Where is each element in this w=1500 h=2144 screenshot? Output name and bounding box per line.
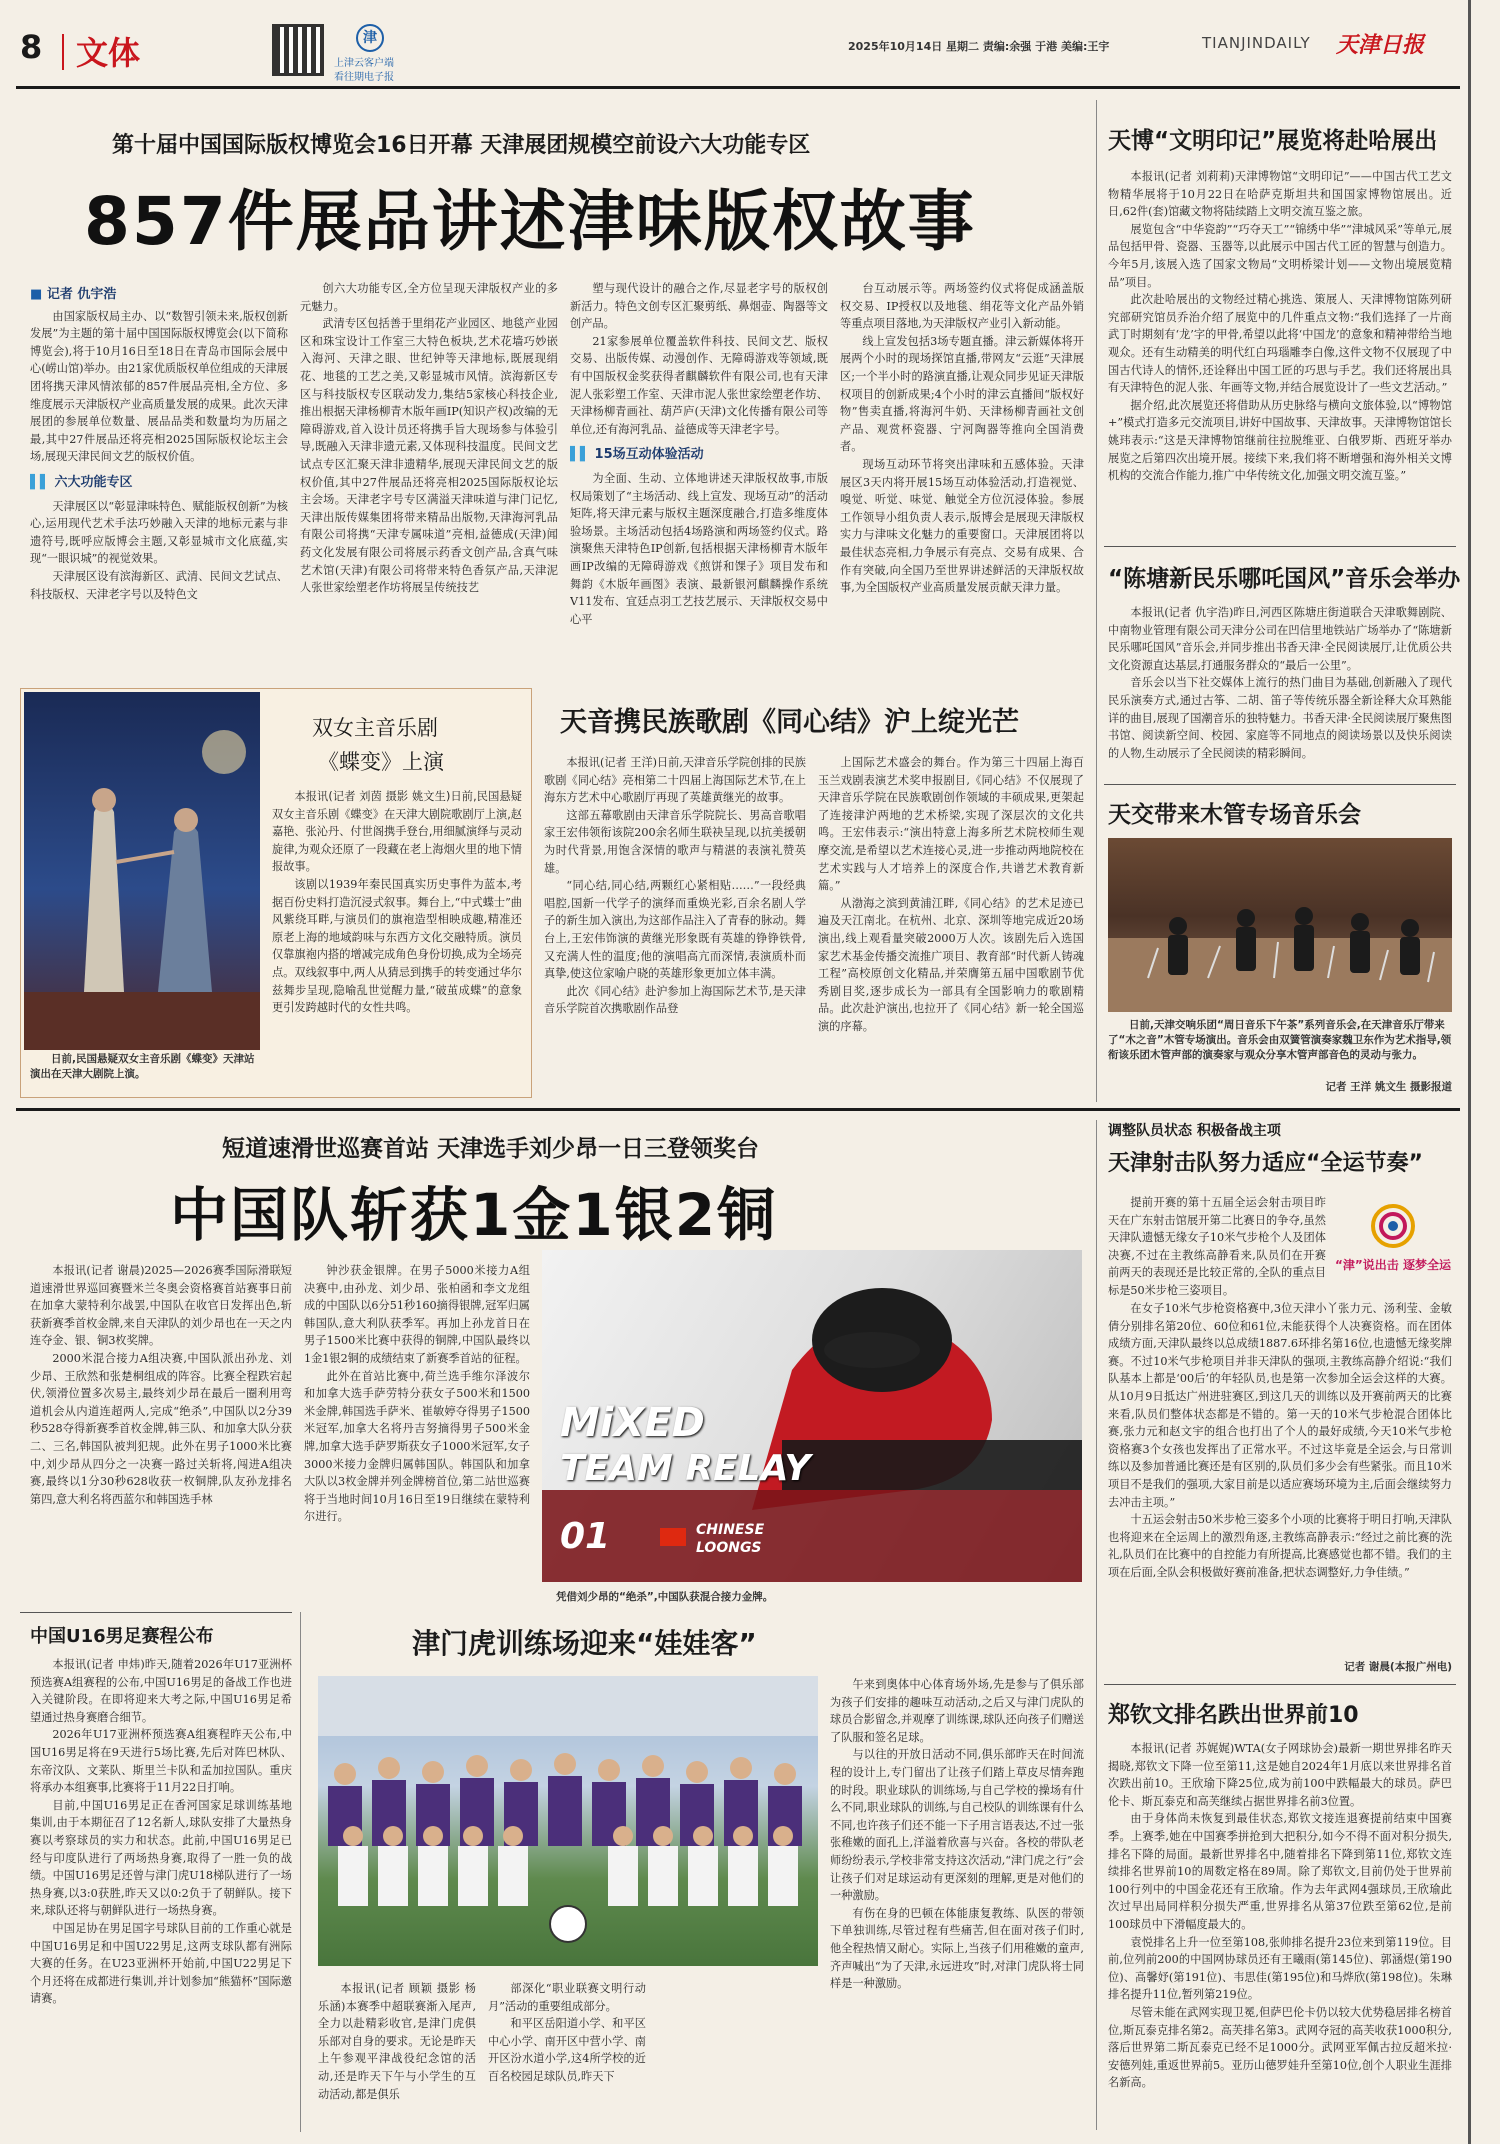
article-para: 由于身体尚未恢复到最佳状态,郑钦文接连退赛提前结束中国赛季。上赛季,她在中国赛季拼抢到大把积分,如今不得不面对积分损失,排名下降的局面。最新世界排名中,随着排名下降到第11位,郑钦文连续排名世界前10的周数定格在89周。除了郑钦文,目前仍处于世界前100行列中的中国金花还有王欣瑜。作为去年武网4强球员,王欣瑜此次过早出局同样积分损失严重,世界排名从第37位跌至第62位,是前100球员中下滑幅度最大的。 [1108, 1812, 1452, 1931]
page-number: 8 [20, 28, 43, 66]
paper-name-cn: 天津日报 [1336, 32, 1425, 58]
opera-caption: 日前,民国悬疑双女主音乐剧《蝶变》天津站演出在天津大剧院上演。 [30, 1053, 255, 1080]
right-story-3-title: 天交带来木管专场音乐会 [1108, 802, 1361, 828]
lead-para: 21家参展单位覆盖软件科技、民间文艺、版权交易、出版传媒、动漫创作、无障碍游戏等领域,既有中国版权金奖获得者麒麟软件有限公司,也有天津泥人张彩塑工作室、天津市泥人张世家绘塑老作坊、天津杨柳青画社、葫芦庐(天津)文化传播有限公司等单位,还有海河乳品、益德成等天津老字号。 [570, 334, 828, 436]
banner-team-2: LOONGS [696, 1540, 762, 1556]
orchestra-photo [1108, 838, 1452, 1012]
tennis-body [1108, 1740, 1452, 2136]
app-logo-icon: 津 [356, 24, 384, 52]
article-para: 本报讯(记者 顾颖 摄影 杨乐涵)本赛季中超联赛渐入尾声,全力以赴精彩收官,是津门虎俱乐部对自身的要求。无论是昨天上午参观平津战役纪念馆的活动,还是昨天下午与小学生的互动活动,都是俱乐 [318, 1982, 476, 2101]
lead-para: 线上宣发包括3场专题直播。津云新媒体将开展两个小时的现场探馆直播,带网友“云逛”天津展区;一个半小时的路演直播,让观众同步见证天津版权项目的创新成果;4个小时的津云直播间“版权好物”售卖直播,将海河牛奶、天津杨柳青画社文创产品、观赏杯瓷器、宁河陶器等推向全国消费者。 [840, 334, 1084, 454]
article-para: 2026年U17亚洲杯预选赛A组赛程昨天公布,中国U16男足将在9天进行5场比赛,先后对阵巴林队、东帝汶队、文莱队、斯里兰卡队和孟加拉国队。重庆将承办本组赛事,比赛将于11月22日打响。 [30, 1728, 292, 1795]
sports-subtitle: 短道速滑世巡赛首站 天津选手刘少昂一日三登领奖台 [222, 1136, 760, 1162]
games-logo-icon [1334, 1194, 1452, 1252]
banner-number: 01 [560, 1516, 611, 1557]
lead-para: 为全面、生动、立体地讲述天津版权故事,市版权局策划了“主场活动、线上宣发、现场互动”的活动矩阵,将天津元素与版权主题深度融合,打造多维度体验场景。主场活动包括4场路演和两场签约仪式。路演聚焦天津特色IP创新,包括根据天津杨柳青木版年画IP改编的无障碍游戏《煎饼和馃子》项目发布和舞韵《木版年画图》表演、最新银河麒麟操作系统V11发布、宜廷点羽工艺技艺展示、天津版权交易中心平 [570, 471, 828, 626]
rule [1104, 784, 1456, 785]
app-line1: 上津云客户端 [334, 58, 394, 69]
skater-caption: 凭借刘少昂的“绝杀”,中国队获混合接力金牌。 [556, 1591, 774, 1603]
games-badge-text: “津”说出击 逐梦全运 [1335, 1258, 1451, 1272]
article-para: 本报讯(记者 刘莉莉)天津博物馆“文明印记”——中国古代工艺文物精华展将于10月22日在哈萨克斯坦共和国国家博物馆展出。近日,62件(套)馆藏文物将陆续踏上文明交流互鉴之旅。 [1108, 170, 1452, 219]
article-para: 本报讯(记者 王洋)日前,天津音乐学院创排的民族歌剧《同心结》亮相第二十四届上海国际艺术节,在上海东方艺术中心歌剧厅再现了英雄黄继光的故事。 [544, 756, 806, 805]
article-para: 本报讯(记者 苏娓娓)WTA(女子网球协会)最新一期世界排名昨天揭晓,郑钦文下降一位至第11,这是她自2024年1月底以来世界排名首次跌出前10。王欣瑜下降25位,成为前100中跌幅最大的球员。萨巴伦卡、斯瓦泰克和高芙继续占据世界排名前3位置。 [1108, 1742, 1452, 1808]
lead-section-head-1: ▌▌ 六大功能专区 [30, 474, 288, 492]
u16-body [30, 1656, 292, 2136]
musicians-illustration [1108, 838, 1452, 1012]
lead-para: 天津展区设有滨海新区、武清、民间文艺试点、科技版权、天津老字号以及特色文 [30, 569, 288, 601]
team-photo [318, 1676, 818, 1966]
lead-para: 现场互动环节将突出津味和五感体验。天津展区3天内将开展15场互动体验活动,打造视觉、嗅觉、听觉、味觉、触觉全方位沉浸体验。参展工作领导小组负责人表示,版博会是展现天津版权实力与津味文化魅力的重要窗口。天津展团将以最佳状态亮相,力争展示有亮点、交易有成果、合作有突破,向全国乃至世界讲述鲜活的天津版权故事,为全国版权产业高质量发展贡献天津力量。 [840, 457, 1084, 595]
article-para: 目前,中国U16男足正在香河国家足球训练基地集训,由于本期征召了12名新人,球队安排了大量热身赛以考察球员的实力和状态。此前,中国U16男足已经与印度队进行了两场热身赛,取得了一胜一负的战绩。中国U16男足还曾与津门虎U18梯队进行了一场热身赛,以3:0获胜,昨天又以0:2负于了朝鲜队。接下来,球队还将与朝鲜队进行一场热身赛。 [30, 1798, 292, 1918]
section-rule [16, 1108, 1460, 1111]
article-para: 与以往的开放日活动不同,俱乐部昨天在时间流程的设计上,专门留出了让孩子们踏上草皮尽情奔跑的时段。职业球队的训练场,与自己学校的操场有什么不同,职业球队的训练,与自己校队的训练课有什么不同,也许孩子们还不能一下子用言语表达,不过一张张稚嫩的面孔上,洋溢着欣喜与兴奋。各校的带队老师纷纷表示,学校非常支持这次活动,“津门虎之行”会让孩子们对足球运动有更深刻的理解,更是对他们的一种激励。 [830, 1748, 1084, 1903]
banner-team-1: CHINESE [696, 1522, 765, 1538]
article-para: 音乐会以当下社交媒体上流行的热门曲目为基础,创新融入了现代民乐演奏方式,通过古筝、二胡、笛子等传统乐器全新诠释大众耳熟能详的曲目,展现了国潮音乐的独特魅力。书香天津·全民阅读展厅聚焦图书馆、阅读新空间、校园、家庭等不同地点的阅读场景以及快乐阅读的人物,生动展示了全民阅读的精彩瞬间。 [1108, 676, 1452, 760]
music-col-2 [818, 754, 1084, 1094]
lead-col-3 [570, 280, 828, 676]
opera-body [272, 788, 522, 1090]
lead-section-head-2: ▌▌ 15场互动体验活动 [570, 446, 828, 464]
tigers-col-2 [488, 1980, 646, 2136]
section-name: 文体 [76, 34, 141, 72]
column-divider [300, 1612, 301, 2132]
orchestra-credit: 记者 王洋 姚文生 摄影报道 [1325, 1081, 1452, 1093]
article-para: 部深化“职业联赛文明行动月”活动的重要组成部分。 [488, 1982, 646, 2013]
article-para: 本报讯(记者 谢晨)2025—2026赛季国际滑联短道速滑世界巡回赛暨米兰冬奥会资格赛首站赛事日前在加拿大蒙特利尔战罢,中国队在收官日发挥出色,斩获新赛季首枚金牌,来自天津队的刘少昂也在一天之内连夺金、银、铜3枚奖牌。 [30, 1264, 292, 1348]
column-divider [1096, 100, 1097, 1102]
sports-title: 中国队斩获1金1银2铜 [170, 1181, 778, 1249]
masthead-rule [16, 86, 1460, 89]
lead-para: 塑与现代设计的融合之作,尽显老字号的版权创新活力。特色文创专区汇聚剪纸、鼻烟壶、陶器等文创产品。 [570, 282, 828, 331]
music-title: 天音携民族歌剧《同心结》沪上绽光芒 [560, 707, 1019, 738]
app-line2: 看往期电子报 [334, 72, 394, 83]
article-para: 有伤在身的巴顿在体能康复教练、队医的带领下单独训练,尽管过程有些痛苦,但在面对孩子们时,他全程热情又耐心。实际上,当孩子们用稚嫩的童声,齐声喊出“为了天津,永远进攻”时,对津门虎队将士同样是一种激励。 [830, 1906, 1084, 1991]
stage-illustration [24, 692, 260, 1050]
article-para: 2000米混合接力A组决赛,中国队派出孙龙、刘少昂、王欣然和张楚桐组成的阵容。比赛全程跌宕起伏,领滑位置多次易主,最终刘少昂在最后一圈利用弯道机会从内道连超两人,完成“绝杀”,中国队以2分39秒528夺得新赛季首枚金牌,韩三队、和加拿大队分获二、三名,韩国队被判犯规。此外在男子1000米比赛中,刘少昂从四分之一决赛一路过关斩将,闯进A组决赛,最终以1分30秒628收获一枚铜牌,队友孙龙排名第四,意大利名将西蓝尔和韩国选手林 [30, 1351, 292, 1506]
orchestra-caption: 日前,天津交响乐团“周日音乐下午茶”系列音乐会,在天津音乐厅带来了“木之音”木管专场演出。音乐会由双簧管演奏家魏卫东作为艺术指导,领衔该乐团木管声部的演奏家与观众分享木管声部音色的灵动与张力。 [1108, 1019, 1452, 1061]
rule [20, 1612, 292, 1613]
lead-para: 台互动展示等。两场签约仪式将促成涵盖版权交易、IP授权以及地毯、绢花等文化产品外销等重点项目落地,为天津版权产业引入新动能。 [840, 282, 1084, 331]
shooting-body-1 [1108, 1194, 1326, 1298]
article-para: 十五运会射击50米步枪三姿多个小项的比赛将于明日打响,天津队也将迎来在全运周上的激烈角逐,主教练高静表示:“经过之前比赛的洗礼,队员们在比赛中的自控能力有所提高,比赛感觉也都不错。我们的主项在后面,全队会积极做好赛前准备,把状态调整好,力争佳绩。” [1108, 1513, 1452, 1579]
right-story-2-body [1108, 604, 1452, 780]
opera-title-2: 《蝶变》上演 [318, 750, 444, 774]
article-para: 袁悦排名上升一位至第108,张帅排名提升23位来到第119位。目前,位列前200的中国网协球员还有王曦雨(第145位)、郭涵煜(第190位)、高馨妤(第191位)、韦思佳(第195位)和马烨欣(第198位)。朱琳排名提升11位,暂列第219位。 [1108, 1935, 1452, 2002]
rule [1104, 1684, 1456, 1685]
shooting-title: 天津射击队努力适应“全运节奏” [1108, 1151, 1423, 1176]
lead-para: 武清专区包括善于里绢花产业园区、地毯产业园区和珠宝设计工作室三大特色板块,艺术花墙巧妙嵌入海河、天津之眼、世纪钟等天津地标,既展现绢花、地毯的工艺之美,又彰显城市风情。滨海新区专区与科技版权专区联动发力,集结5家核心科技企业,推出根据天津杨柳青木版年画IP(知识产权)改编的无障碍游戏,首入设计员还将携手旨大现场参与体验引导,既融入天津非遗元素,又体现科技温度。民间文艺试点专区汇聚天津非遗精华,展现天津民间文艺的版权价值,其中27件展品还将亮相2025国际版权论坛主会场。天津老字号专区满溢天津味道与津门记忆,天津出版传媒集团将带来精品出版物,天津海河乳品有限公司将携“天津专属味道”亮相,益德成(天津)闻药文化发展有限公司将展示药香文创产品,含真气味艺术馆(天津)有限公司将带来特色香氛产品,天津泥人张世家绘塑老作坊将展呈传统技艺 [300, 317, 558, 595]
lead-byline: ■ 记者 仇宇浩 [30, 286, 288, 304]
games-badge [1334, 1194, 1452, 1286]
opera-title-1: 双女主音乐剧 [312, 716, 438, 740]
divider [62, 34, 64, 70]
rule [1104, 546, 1456, 547]
article-para: 该剧以1939年秦民国真实历史事件为蓝本,考据百份史料打造沉浸式叙事。舞台上,“中式蝶士”曲风紫绕耳畔,与演员们的旗袍造型相映成趣,精准还原老上海的地域韵味与东西方文化交融特质。演员仅靠旗袍内搭的增减完成角色身份切换,成为全场亮点。双线叙事中,两人从猜忌到携手的转变通过华尔兹舞步呈现,隐喻乱世觉醒力量,“破茧成蝶”的意象更引发跨越时代的女性共鸣。 [272, 877, 522, 1015]
shooting-body-2 [1108, 1300, 1452, 1654]
article-para: 尽管未能在武网实现卫冕,但萨巴伦卡仍以较大优势稳居排名榜首位,斯瓦泰克排名第2。高芙排名第3。武网夺冠的高芙收获1000积分,落后世界第二斯瓦泰克已经不足1000分。武网亚军佩古拉反超米拉·安德列娃,重返世界前5。亚历山德罗娃升至第10位,创个人职业生涯排名新高。 [1108, 2005, 1452, 2090]
right-story-1-title: 天博“文明印记”展览将赴哈展出 [1108, 128, 1438, 154]
article-para: 中国足协在男足国字号球队目前的工作重心就是中国U16男足和中国U22男足,这两支球队都有洲际大赛的任务。在U23亚洲杯开始前,中国U22男足下个月还将在成都进行集训,并计划参加“熊猫杯”国际邀请赛。 [30, 1921, 292, 2006]
skater-photo [542, 1250, 1082, 1582]
article-para: 钟沙获金银牌。在男子5000米接力A组决赛中,由孙龙、刘少昂、张柏函和李文龙组成的中国队以6分51秒160摘得银牌,冠军归属韩国队,意大利队获季军。再加上孙龙首日在男子1500米比赛中获得的铜牌,中国队最终以1金1银2铜的成绩结束了新赛季首站的征程。 [304, 1264, 530, 1365]
lead-subtitle: 第十届中国国际版权博览会16日开幕 天津展团规模空前设六大功能专区 [112, 133, 811, 158]
article-para: “同心结,同心结,两颗红心紧相贴……”一段经典唱腔,国新一代学子的演绎而重焕光彩,百余名剧人学子的新生加入演出,为这部作品注入了青春的脉动。舞台上,王宏伟饰演的黄继光形象既有英雄的铮铮铁骨,又充满人性的温度;他的演唱高亢而深情,表演质朴而真挚,使这位家喻户晓的英雄形象更加立体丰满。 [544, 879, 806, 981]
article-para: 上国际艺术盛会的舞台。作为第三十四届上海百玉兰戏剧表演艺术奖申报剧目,《同心结》不仅展现了天津音乐学院在民族歌剧创作领域的丰硕成果,更架起了连接津沪两地的艺术桥梁,实现了深层次的文化共鸣。王宏伟表示:“演出特意上海多所艺术院校师生观摩交流,是希望以艺术连接心灵,进一步推动两地院校在艺术实践与人才培养上的深度合作,共谱艺术教育新篇。” [818, 756, 1084, 893]
lead-para: 天津展区以“彰显津味特色、赋能版权创新”为核心,运用现代艺术手法巧妙融入天津的地标元素与非遗符号,既呼应版博会主题,又彰显城市文化底蕴,实现“一眼识城”的视觉效果。 [30, 499, 288, 566]
right-story-2-title: “陈塘新民乐哪吒国风”音乐会举办 [1108, 566, 1461, 592]
right-story-1-body [1108, 168, 1452, 538]
lead-title: 857件展品讲述津味版权故事 [84, 183, 976, 260]
lead-col-2 [300, 280, 558, 676]
date-line: 2025年10月14日 星期二 责编:余强 于港 美编:王宇 [848, 40, 1110, 53]
shooting-subtitle: 调整队员状态 积极备战主项 [1108, 1123, 1281, 1139]
tigers-col-1 [318, 1980, 476, 2136]
tigers-title: 津门虎训练场迎来“娃娃客” [412, 1627, 757, 1660]
right-edge-rule [1468, 0, 1471, 2144]
tigers-col-3 [830, 1676, 1084, 2136]
article-para: 本报讯(记者 仇宇浩)昨日,河西区陈塘庄街道联合天津歌舞剧院、中南物业管理有限公司天津分公司在凹信里地铁站广场举办了“陈塘新民乐哪吒国风”音乐会,并同步推出书香天津·全民阅读展厅,让优质公共文化资源直达基层,打通服务群众的“最后一公里”。 [1108, 606, 1452, 672]
article-para: 据介绍,此次展览还将借助从历史脉络与横向文旅体验,以“博物馆+”模式打造多元交流项目,讲好中国故事、天津故事。天津博物馆馆长姚玮表示:“这是天津博物馆继前往拉脱维亚、白俄罗斯、西班牙举办展览之后第四次出境开展。接续下来,我们将不断增强和海外相关文博机构的交流合作能力,推广中华传统文化,加强文明交流互鉴。” [1108, 398, 1452, 483]
u16-title: 中国U16男足赛程公布 [30, 1626, 214, 1647]
column-divider [1096, 1120, 1097, 2130]
opera-photo [24, 692, 260, 1050]
sports-col-1 [30, 1262, 292, 1592]
article-para: 午来到奥体中心体育场外场,先是参与了俱乐部为孩子们安排的趣味互动活动,之后又与津门虎队的球员合影留念,并观摩了训练课,球队还向孩子们赠送了队服和签名足球。 [830, 1678, 1084, 1744]
lead-para: 创六大功能专区,全方位呈现天津版权产业的多元魅力。 [300, 282, 558, 313]
opera-lead: 本报讯(记者 刘茵 摄影 姚文生)日前,民国悬疑双女主音乐剧《蝶变》在天津大剧院歌剧厅上演,赵嘉艳、张沁丹、付世阁携手登台,用细腻演绎与灵动旋律,为观众还原了一段藏在老上海烟火里的地下情报故事。 [272, 790, 522, 874]
paper-name-en: TIANJINDAILY [1202, 34, 1311, 52]
lead-para: 由国家版权局主办、以“数智引领未来,版权创新发展”为主题的第十届中国国际版权博览会(以下简称博览会),将于10月16日至18日在青岛市国际会展中心(崂山馆)举办。由21家优质版权单位组成的天津展团将携天津风情浓郁的857件展品亮相,全方位、多维度展示天津版权产业高质量发展的成果。此次天津展团的参展单位数量、展品品类和数量均为历届之最,其中27件展品还将亮相2025国际版权论坛主会场,展现天津民间文艺的版权价值。 [30, 309, 288, 464]
lead-col-4 [840, 280, 1084, 676]
banner-line2: TEAM RELAY [560, 1448, 811, 1489]
article-para: 展览包含“中华瓷韵”“巧夺天工”“锦绣中华”“津城风采”等单元,展品包括甲骨、瓷器、玉器等,以此展示中国古代工匠的智慧与创造力。今年5月,该展入选了国家文物局“文明桥梁计划——文物出境展览精品”项目。 [1108, 222, 1452, 289]
flag-icon [660, 1528, 686, 1546]
article-para: 此次赴哈展出的文物经过精心挑选、策展人、天津博物馆陈列研究部研究馆员乔治介绍了展览中的几件重点文物:“我们选择了一片商武丁时期刻有‘龙’字的甲骨,希望以此将‘中国龙’的意象和精神带给当地观众。还有生动精美的明代红白玛瑙雕李白像,这件文物不仅展现了中国古代诗人的情怀,还诠释出中国工匠的巧思与手艺。我们还将展出具有天津特色的泥人张、年画等文物,并结合展览设计了一些文艺活动。” [1108, 293, 1452, 395]
article-para: 本报讯(记者 申炜)昨天,随着2026年U17亚洲杯预选赛A组赛程的公布,中国U16男足的备战工作也进入关键阶段。在即将迎来大考之际,中国U16男足希望通过热身赛磨合细节。 [30, 1658, 292, 1724]
team-illustration [318, 1676, 818, 1966]
shooting-credit: 记者 谢晨(本报广州电) [1344, 1661, 1452, 1673]
article-para: 从渤海之滨到黄浦江畔,《同心结》的艺术足迹已遍及天江南北。在杭州、北京、深圳等地完成近20场演出,线上观看量突破2000万人次。该剧先后入选国家艺术基金传播交流推广项目、教育部“时代新人铸魂工程”高校原创文化精品,并荣膺第五届中国歌剧节优秀剧目奖,逐步成长为一部具有全国影响力的歌剧精品。此次赴沪演出,也拉开了《同心结》新一轮全国巡演的序幕。 [818, 896, 1084, 1033]
lead-col-1 [30, 280, 288, 676]
article-para: 这部五幕歌剧由天津音乐学院院长、男高音歌唱家王宏伟领衔该院200余名师生联袂呈现,以抗美援朝为时代背景,用饱含深情的歌声与精湛的表演礼赞英雄。 [544, 808, 806, 875]
article-para: 和平区岳阳道小学、和平区中心小学、南开区中营小学、南开区汾水道小学,这4所学校的近百名校园足球队员,昨天下 [488, 2017, 646, 2083]
article-para: 在女子10米气步枪资格赛中,3位天津小丫张力元、汤利莹、金敏倩分别排名第20位、60位和61位,未能获得个人决赛资格。而在团体成绩方面,天津队最终以总成绩1887.6环排名第16位,也遗憾无缘奖牌赛。不过10米气步枪项目并非天津队的强项,主教练高静介绍说:“我们队基本上都是‘00后’的年轻队员,也是第一次参加全运会这样的大赛。从10月9日抵达广州进驻赛区,到这几天的训练以及开赛前两天的比赛来看,队员们整体状态都是不错的。第一天的10米气步枪混合团体比赛,张力元和赵文宇的组合也打出了个人的最好成绩,今天10米气步枪资格赛3个女孩也发挥出了正常水平。不过这毕竟是全运会,与日常训练以及参加普通比赛还是有区别的,队员们多少会有些紧张。而且10米项目不是我们的强项,大家目前是以适应赛场环境为主,后面会继续努力去冲击主项。” [1108, 1302, 1452, 1509]
music-col-1 [544, 754, 806, 1094]
article-para: 此次《同心结》赴沪参加上海国际艺术节,是天津音乐学院首次携歌剧作品登 [544, 984, 806, 1016]
qr-code-icon [272, 24, 324, 76]
tennis-title: 郑钦文排名跌出世界前10 [1108, 1703, 1359, 1728]
sports-col-2 [304, 1262, 530, 1592]
banner-line1: MiXED [560, 1400, 705, 1446]
article-para: 此外在首站比赛中,荷兰选手维尔泽波尔和加拿大选手萨劳特分获女子500米和1500米金牌,韩国选手萨米、崔敏婷夺得男子1500米冠军,加拿大名将丹吉努摘得男子500米金牌,加拿大选手萨罗斯获女子1000米冠军,女子3000米接力金牌归属韩国队。韩国队和加拿大队以3枚金牌并列金牌榜首位,第二站世巡赛将于当地时间10月16日至19日继续在蒙特利尔进行。 [304, 1369, 530, 1524]
article-para: 提前开赛的第十五届全运会射击项目昨天在广东射击馆展开第二比赛日的争夺,虽然天津队遗憾无缘女子10米气步枪个人及团体决赛,不过在主教练高静看来,队员们在开赛前两天的表现还是比较正常的,全队的重点目标是50米步枪三姿项目。 [1108, 1196, 1326, 1297]
